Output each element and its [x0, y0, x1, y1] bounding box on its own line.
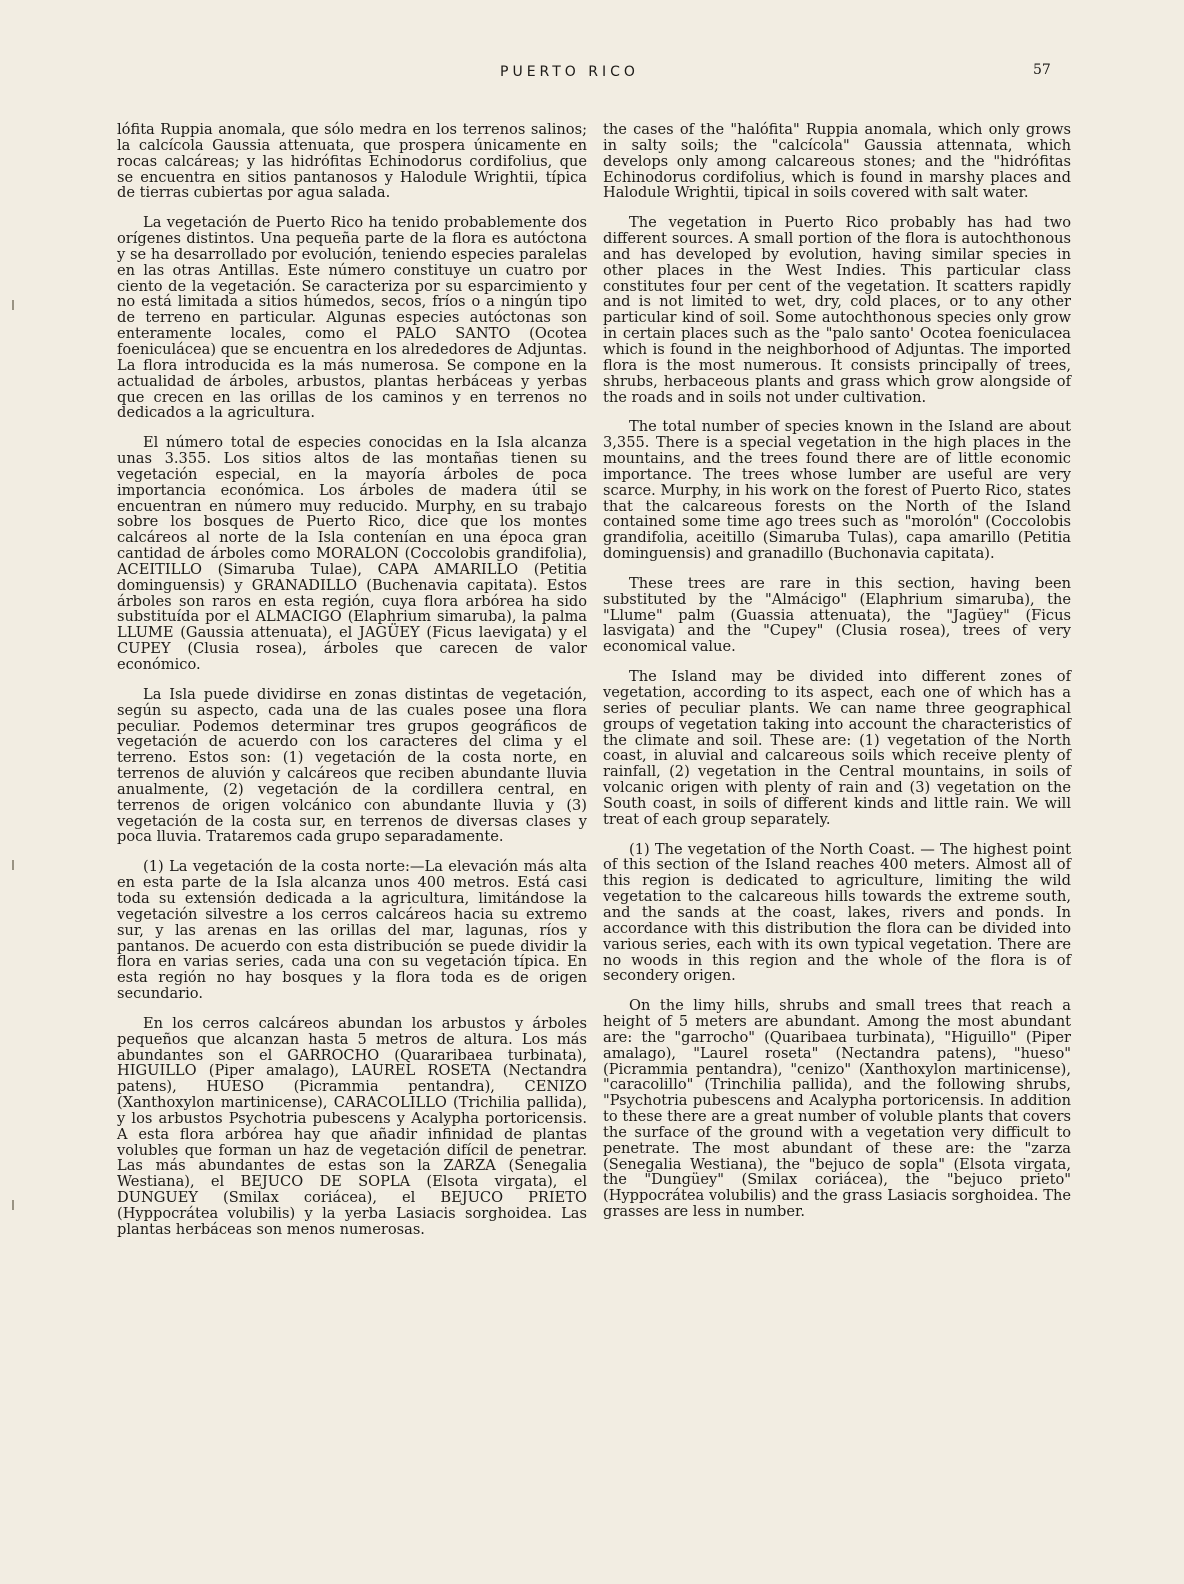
english-paragraph-7: On the limy hills, shrubs and small trees that reach a height of 5 meters are abundant. Among the most abundant are: the "garrocho" (Quaribaea turbinata), "Higuillo" (Piper amalago), "Laurel roseta" (Nectandra patens), "hueso" (Picrammia pentandra), "cenizo" (Xanthoxylon martinicense), "caracolillo" (Trinchilia pallida), and the following shrubs, "Psychotria pubescens and Acalypha portoricensis. In addition to these there are a great number of voluble plants that covers the surface of the ground with a vegetation very difficult to penetrate. The most abundant of these are: the "zarza (Senegalia Westiana), the "bejuco de sopla" (Elsota virgata, the "Dungüey" (Smilax coriácea), the "bejuco prieto" (Hyppocrátea volubilis) and the grass Lasiacis sorghoidea. The grasses are less in number.: [603, 997, 1071, 1221]
spanish-paragraph-1: lófita Ruppia anomala, que sólo medra en los terrenos salinos; la calcícola Gaussia attenuata, que prospera únicamente en rocas calcáreas; y las hidrófitas Echinodorus cordifolius, que se encuentra en sitios pantanosos y Halodule Wrightii, típica de tierras cubiertas por agua salada.: [117, 121, 587, 202]
english-paragraph-4: These trees are rare in this section, having been substituted by the "Almácigo" (Elaphrium simaruba), the "Llume" palm (Guassia attenuata), the "Jagüey" (Ficus lasvigata) and the "Cupey" (Clusia rosea), trees of very economical value.: [603, 574, 1071, 656]
english-paragraph-1: the cases of the "halófita" Ruppia anomala, which only grows in salty soils; the "calcícola" Gaussia attennata, which develops only among calcareous stones; and the "hidrófitas Echinodorus cordifolius, which is found in marshy places and Halodule Wrightii, tipical in soils covered with salt water.: [603, 121, 1071, 202]
english-paragraph-3: The total number of species known in the Island are about 3,355. There is a special vegetation in the high places in the mountains, and the trees found there are of little economic importance. The trees whose lumber are useful are very scarce. Murphy, in his work on the forest of Puerto Rico, states that the calcareous forests on the North of the Island contained some time ago trees such as "morolón" (Coccolobis grandifolia, aceitillo (Simaruba Tulas), capa amarillo (Petitia dominguensis) and granadillo (Buchonavia capitata).: [603, 418, 1071, 563]
spanish-paragraph-6: En los cerros calcáreos abundan los arbustos y árboles pequeños que alcanzan hasta 5 metros de altura. Los más abundantes son el GARROCHO (Quararibaea turbinata), HIGUILLO (Piper amalago), LAUREL ROSETA (Nectandra patens), HUESO (Picrammia pentandra), CENIZO (Xanthoxylon martinicense), CARACOLILLO (Trichilia pallida), y los arbustos Psychotria pubescens y Acalypha portoricensis. A esta flora arbórea hay que añadir infinidad de plantas volubles que forman un haz de vegetación difícil de penetrar. Las más abundantes de estas son la ZARZA (Senegalia Westiana), el BEJUCO DE SOPLA (Elsota virgata), el DUNGUEY (Smilax coriácea), el BEJUCO PRIETO (Hyppocrátea volubilis) y la yerba Lasiacis sorghoidea. Las plantas herbáceas son menos numerosas.: [117, 1014, 587, 1238]
spanish-column: [117, 122, 587, 1252]
page-number: 57: [1033, 62, 1051, 78]
scan-edge-mark: [12, 300, 14, 310]
english-paragraph-6: (1) The vegetation of the North Coast. — The highest point of this section of the Island reaches 400 meters. Almost all of this region is dedicated to agriculture, limiting the wild vegetation to the calcareous hills towards the extreme south, and the sands at the coast, lakes, rivers and ponds. In accordance with this distribution the flora can be divided into various series, each with its own typical vegetation. There are no woods in this region and the whole of the flora is of secondery origen.: [603, 840, 1071, 985]
spanish-paragraph-2: La vegetación de Puerto Rico ha tenido probablemente dos orígenes distintos. Una pequeña parte de la flora es autóctona y se ha desarrollado por evolución, teniendo especies paralelas en las otras Antillas. Este número constituye un cuatro por ciento de la vegetación. Se caracteriza por su esparcimiento y no está limitada a sitios húmedos, secos, fríos o a ningún tipo de terreno en particular. Algunas especies autóctonas son enteramente locales, como el PALO SANTO (Ocotea foeniculácea) que se encuentra en los alrededores de Adjuntas. La flora introducida es la más numerosa. Se compone en la actualidad de árboles, arbustos, plantas herbáceas y yerbas que crecen en las orillas de los caminos y en terrenos no dedicados a la agricultura.: [117, 214, 587, 422]
english-paragraph-2: The vegetation in Puerto Rico probably has had two different sources. A small portion of the flora is autochthonous and has developed by evolution, having similar species in other places in the West Indies. This particular class constitutes four per cent of the vegetation. It scatters rapidly and is not limited to wet, dry, cold places, or to any other particular kind of soil. Some autochthonous species only grow in certain places such as the "palo santo' Ocotea foeniculacea which is found in the neighborhood of Adjuntas. The imported flora is the most numerous. It consists principally of trees, shrubs, herbaceous plants and grass which grow alongside of the roads and in soils not under cultivation.: [603, 214, 1071, 406]
spanish-paragraph-3: El número total de especies conocidas en la Isla alcanza unas 3.355. Los sitios altos de las montañas tienen su vegetación especial, en la mayoría árboles de poca importancia económica. Los árboles de madera útil se encuentran en número muy reducido. Murphy, en su trabajo sobre los bosques de Puerto Rico, dice que los montes calcáreos al norte de la Isla contenían en una época gran cantidad de árboles como MORALON (Coccolobis grandifolia), ACEITILLO (Simaruba Tulae), CAPA AMARILLO (Petitia dominguensis) y GRANADILLO (Buchenavia capitata). Estos árboles son raros en esta región, cuya flora arbórea ha sido substituída por el ALMACIGO (Elaphrium simaruba), la palma LLUME (Gaussia attenuata), el JAGÜEY (Ficus laevigata) y el CUPEY (Clusia rosea), árboles que carecen de valor económico.: [117, 434, 587, 673]
scan-edge-mark: [12, 1200, 14, 1210]
spanish-paragraph-4: La Isla puede dividirse en zonas distintas de vegetación, según su aspecto, cada una de las cuales posee una flora peculiar. Podemos determinar tres grupos geográficos de vegetación de acuerdo con los caracteres del clima y el terreno. Estos son: (1) vegetación de la costa norte, en terrenos de aluvión y calcáreos que reciben abundante lluvia anualmente, (2) vegetación de la cordillera central, en terrenos de origen volcánico con abundante lluvia y (3) vegetación de la costa sur, en terrenos de diversas clases y poca lluvia. Trataremos cada grupo separadamente.: [117, 685, 587, 846]
english-column: [603, 122, 1071, 1234]
spanish-paragraph-5: (1) La vegetación de la costa norte:—La elevación más alta en esta parte de la Isla alcanza unos 400 metros. Está casi toda su extensión dedicada a la agricultura, limitándose la vegetación silvestre a los cerros calcáreos hacia su extremo sur, y las arenas en las orillas del mar, lagunas, ríos y pantanos. De acuerdo con esta distribución se puede dividir la flora en varias series, cada una con su vegetación típica. En esta región no hay bosques y la flora toda es de origen secundario.: [117, 858, 587, 1003]
english-paragraph-5: The Island may be divided into different zones of vegetation, according to its aspect, each one of which has a series of peculiar plants. We can name three geographical groups of vegetation taking into account the characteristics of the climate and soil. These are: (1) vegetation of the North coast, in aluvial and calcareous soils which receive plenty of rainfall, (2) vegetation in the Central mountains, in soils of volcanic origen with plenty of rain and (3) vegetation on the South coast, in soils of different kinds and little rain. We will treat of each group separately.: [603, 668, 1071, 828]
scan-edge-mark: [12, 860, 14, 870]
running-header: PUERTO RICO: [500, 64, 639, 80]
